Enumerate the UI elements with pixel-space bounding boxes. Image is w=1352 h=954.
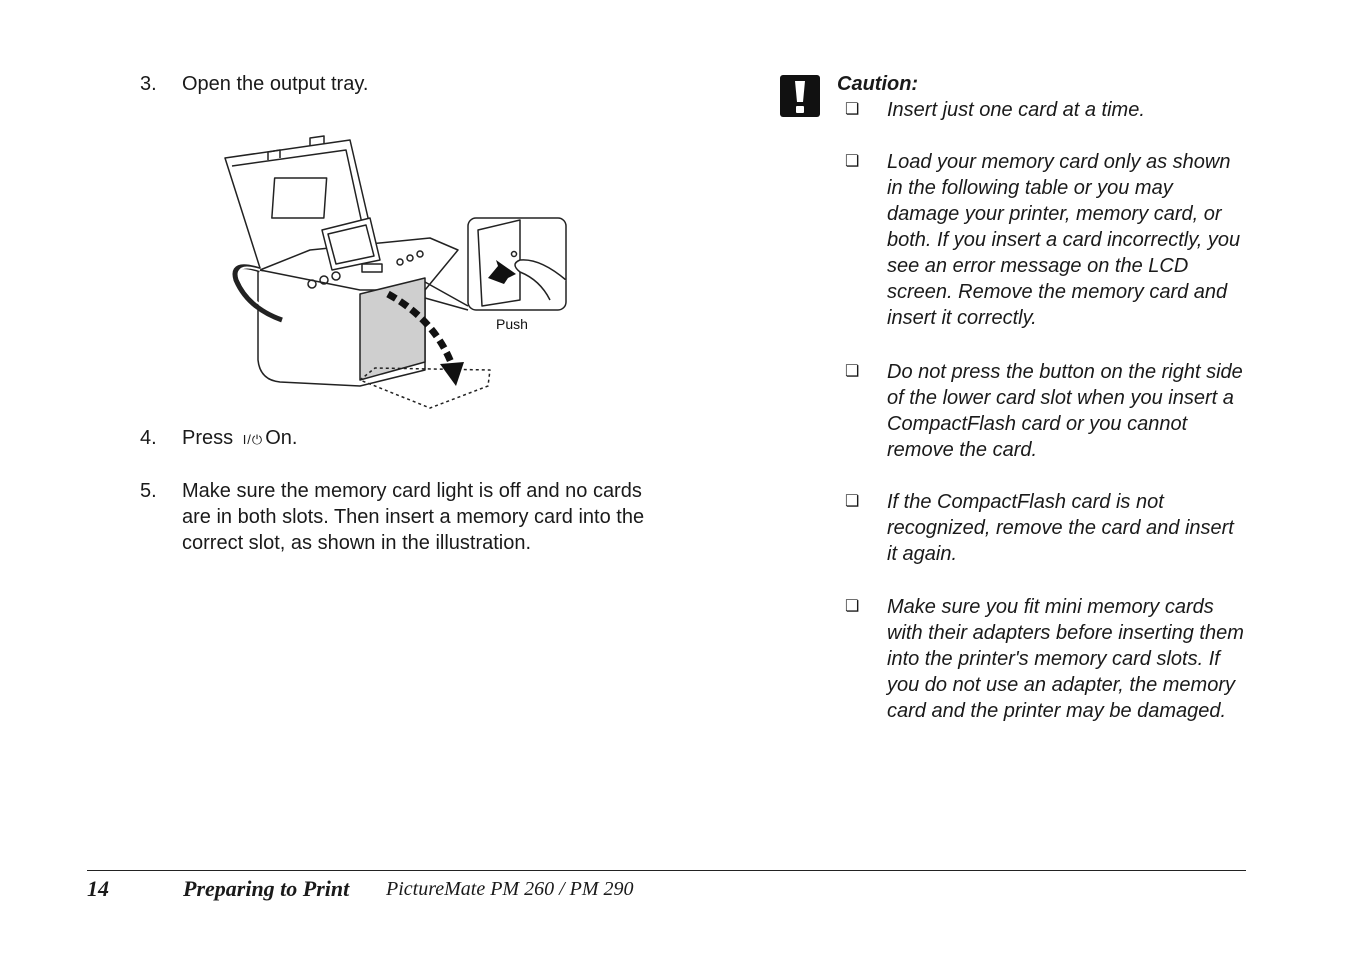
step-number: 4. (140, 427, 157, 449)
step-text (182, 425, 662, 453)
checkbox-bullet-icon: ❏ (845, 363, 860, 380)
power-button-icon: I/⏻ (242, 432, 264, 447)
caution-text: Insert just one card at a time. (887, 99, 1145, 121)
caution-title: Caution: (837, 73, 919, 95)
footer-divider (87, 870, 1246, 871)
step-text: Open the output tray. (182, 73, 369, 95)
step-text: Make sure the memory card light is off and no cards are in both slots. Then insert a memory card into the correct slot, as shown in the illustration. (182, 480, 645, 554)
on-button-label: On. (265, 427, 298, 449)
caution-text: If the CompactFlash card is not recognized, remove the card and insert it again. (887, 491, 1234, 565)
product-name: PictureMate PM 260 / PM 290 (386, 878, 634, 900)
checkbox-bullet-icon: ❏ (845, 493, 860, 510)
checkbox-bullet-icon: ❏ (845, 101, 860, 118)
checkbox-bullet-icon: ❏ (845, 598, 860, 615)
checkbox-bullet-icon: ❏ (845, 153, 860, 170)
chapter-title: Preparing to Print (183, 876, 350, 901)
exclamation-caution-icon (780, 75, 820, 117)
step-number: 5. (140, 480, 157, 502)
page-number: 14 (87, 876, 109, 901)
caution-text: Do not press the button on the right side of the lower card slot when you insert a CompactFlash card or you cannot remove the card. (887, 361, 1243, 461)
push-label: Push (496, 316, 528, 332)
step-text-before: Press (182, 427, 239, 449)
caution-text: Load your memory card only as shown in the following table or you may damage your printer, memory card, or both. If you insert a card incorrectly, you see an error message on the LCD screen. Remove the memory card and insert it correctly. (887, 151, 1241, 329)
step-number: 3. (140, 73, 157, 95)
caution-text: Make sure you fit mini memory cards with their adapters before inserting them into the printer's memory card slots. If you do not use an adapter, the memory card and the printer may be damaged. (887, 596, 1244, 722)
printer-output-tray-illustration (220, 130, 600, 420)
